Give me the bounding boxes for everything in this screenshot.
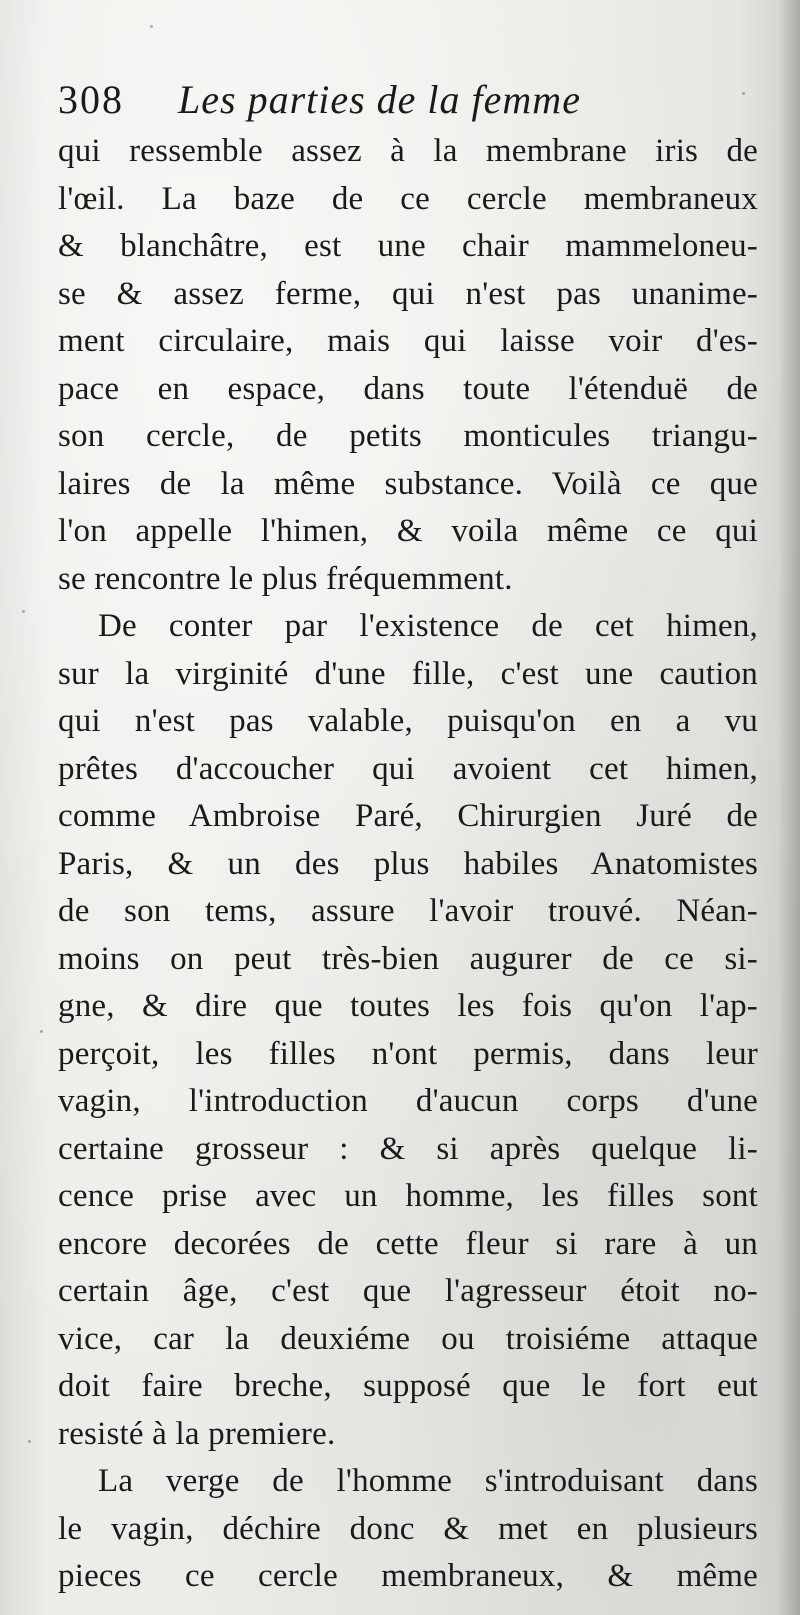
paper-speck (28, 1440, 31, 1443)
text-line: doit faire breche, supposé que le fort eut (58, 1368, 758, 1404)
page-header (58, 70, 738, 130)
text-line: vice, car la deuxiéme ou troisiéme attaque (58, 1320, 758, 1357)
body-text (58, 128, 758, 1601)
paper-speck (420, 1580, 423, 1583)
text-line: encore decorées de cette fleur si rare à un (58, 1225, 758, 1262)
text-line: comme Ambroise Paré, Chirurgien Juré de (58, 798, 758, 834)
page-spine-shadow (778, 0, 800, 1615)
text-line: qui ressemble assez à la membrane iris de (58, 133, 758, 169)
text-line: pace en espace, dans toute l'étenduë de (58, 370, 758, 407)
text-line: laires de la même substance. Voilà ce que (58, 465, 758, 502)
text-line: gne, & dire que toutes les fois qu'on l'ap- (58, 988, 758, 1024)
text-line: cence prise avec un homme, les filles sont (58, 1178, 758, 1214)
text-line: se & assez ferme, qui n'est pas unanime- (58, 275, 758, 312)
text-line: prêtes d'accoucher qui avoient cet himen, (58, 750, 758, 787)
text-line: perçoit, les filles n'ont permis, dans leur (58, 1035, 758, 1072)
paragraph-start-line: La verge de l'homme s'introduisant dans (98, 1463, 758, 1499)
text-line: le vagin, déchire donc & met en plusieurs (58, 1510, 758, 1547)
text-line: & blanchâtre, est une chair mammeloneu- (58, 228, 758, 264)
text-line: qui n'est pas valable, puisqu'on en a vu (58, 703, 758, 739)
text-line: son cercle, de petits monticules triangu- (58, 418, 758, 454)
text-line: l'on appelle l'himen, & voila même ce qui (58, 513, 758, 549)
text-line: l'œil. La baze de ce cercle membraneux (58, 180, 758, 217)
paper-speck (40, 1030, 43, 1033)
text-line: certain âge, c'est que l'agresseur étoit no- (58, 1273, 758, 1309)
text-line: Paris, & un des plus habiles Anatomistes (58, 845, 758, 882)
paragraph-start-line: De conter par l'existence de cet himen, (98, 608, 758, 644)
text-line: moins on peut très-bien augurer de ce si- (58, 940, 758, 977)
paper-speck (22, 610, 25, 613)
text-line: de son tems, assure l'avoir trouvé. Néan- (58, 893, 758, 929)
text-line: resisté à la premiere. (58, 1415, 336, 1452)
running-head: Les parties de la femme (178, 77, 581, 122)
paper-speck (150, 25, 153, 28)
text-line: ment circulaire, mais qui laisse voir d'es- (58, 323, 758, 359)
text-line: pieces ce cercle membraneux, & même (58, 1558, 758, 1594)
text-line: certaine grosseur : & si après quelque li- (58, 1130, 758, 1167)
text-line: se rencontre le plus fréquemment. (58, 560, 513, 597)
text-line: sur la virginité d'une fille, c'est une caution (58, 655, 758, 692)
paper-speck (742, 92, 745, 95)
text-line: vagin, l'introduction d'aucun corps d'une (58, 1083, 758, 1119)
page-number: 308 (58, 77, 124, 122)
